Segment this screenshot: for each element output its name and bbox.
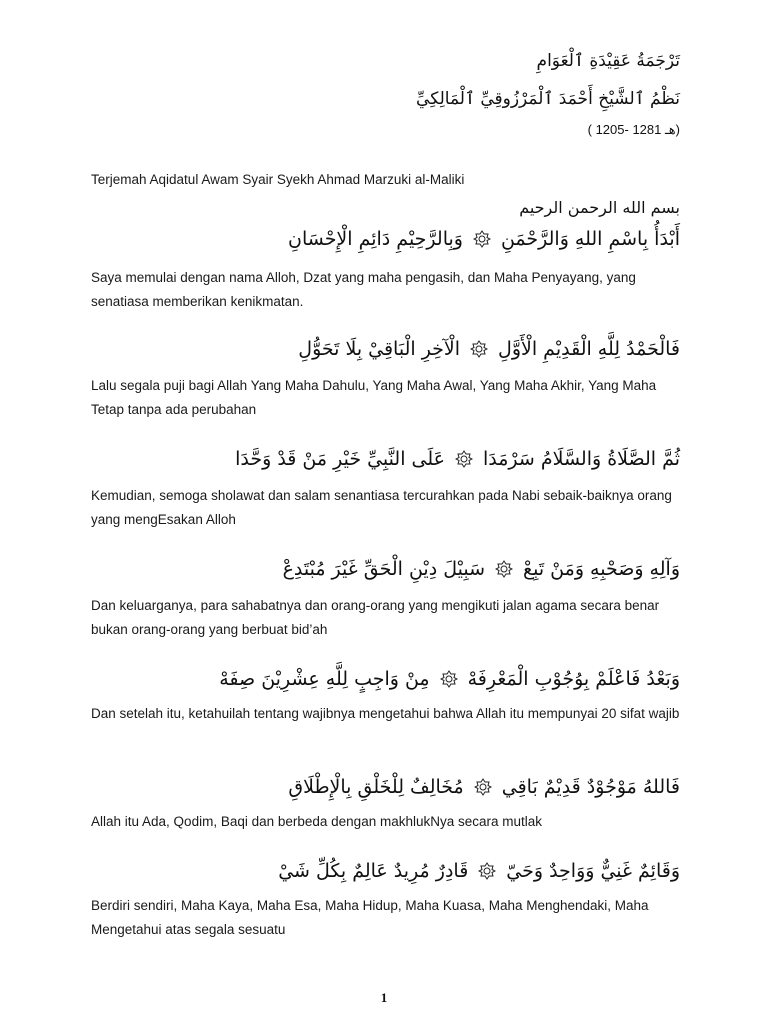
verse-right-hemistich: فَالْحَمْدُ لِلَّهِ الْقَدِيْمِ الْأَوَّلِ [498, 338, 680, 360]
verse-translation: Lalu segala puji bagi Allah Yang Maha Dahulu, Yang Maha Awal, Yang Maha Akhir, Yang Maha Tetap tanpa ada perubahan [91, 378, 657, 417]
years-range: ( 1205- 1281 هـ) [587, 122, 680, 137]
verse-line [283, 558, 680, 580]
verse-left-hemistich: قَادِرٌ مُرِيدٌ عَالِمٌ بِكُلِّ شَيْ [278, 860, 469, 882]
verse-line [235, 448, 680, 470]
verse-translation: Berdiri sendiri, Maha Kaya, Maha Esa, Maha Hidup, Maha Kuasa, Maha Menghendaki, Maha Mengetahui atas segala sesuatu [91, 898, 649, 937]
verse-right-hemistich: وَآلِهِ وَصَحْبِهِ وَمَنْ تَبِعْ [523, 558, 680, 580]
verse-right-hemistich: ثُمَّ الصَّلَاةُ وَالسَّلَامُ سَرْمَدَا [482, 448, 680, 470]
author-arabic: نَظْمُ ٱلشَّيْخِ أَحْمَدَ ٱلْمَرْزُوقِيِّ ٱلْمَالِكِيِّ [416, 89, 680, 109]
verse-left-hemistich: مِنْ وَاجِبٍ لِلَّهِ عِشْرِيْنَ صِفَهْ [219, 668, 430, 690]
verse-line [219, 668, 680, 690]
verse-marker-icon [440, 670, 458, 688]
verse-line [298, 338, 680, 360]
title-arabic: تَرْجَمَةُ عَقِيْدَةِ ٱلْعَوَامِ [536, 51, 680, 71]
verse-left-hemistich: الْآخِرِ الْبَاقِيْ بِلَا تَحَوُّلِ [298, 338, 461, 360]
verse-translation: Dan setelah itu, ketahuilah tentang wajibnya mengetahui bahwa Allah itu mempunyai 20 sifat wajib [91, 706, 680, 721]
verse-right-hemistich: أَبْدَأُ بِاسْمِ اللهِ وَالرَّحْمَنِ [500, 228, 680, 250]
bismillah: بسم الله الرحمن الرحيم [519, 198, 680, 217]
verse-marker-icon [473, 230, 491, 248]
verse-marker-icon [478, 862, 496, 880]
verse-right-hemistich: وَقَائِمٌ غَنِيٌّ وَوَاحِدٌ وَحَيّ [506, 860, 680, 882]
verse-line [278, 860, 680, 882]
verse-left-hemistich: وَبِالرَّحِيْمِ دَائِمِ الْإِحْسَانِ [288, 228, 463, 250]
verse-line [288, 228, 680, 250]
verse-marker-icon [495, 560, 513, 578]
verse-left-hemistich: مُخَالِفٌ لِلْخَلْقِ بِالْإِطْلَاقِ [288, 776, 464, 798]
heading-latin: Terjemah Aqidatul Awam Syair Syekh Ahmad Marzuki al-Maliki [91, 172, 465, 187]
verse-left-hemistich: سَبِيْلَ دِيْنِ الْحَقِّ غَيْرَ مُبْتَدِعْ [282, 558, 485, 580]
verse-left-hemistich: عَلَى النَّبِيِّ خَيْرِ مَنْ قَدْ وَحَّدَا [235, 448, 445, 470]
verse-translation: Dan keluarganya, para sahabatnya dan orang-orang yang mengikuti jalan agama secara benar bukan orang-orang yang berbuat bid’ah [91, 598, 660, 637]
verse-line [288, 776, 680, 798]
verse-marker-icon [455, 450, 473, 468]
verse-translation: Allah itu Ada, Qodim, Baqi dan berbeda dengan makhlukNya secara mutlak [91, 814, 543, 829]
verse-marker-icon [470, 340, 488, 358]
page-number: 1 [380, 990, 388, 1005]
verse-marker-icon [474, 778, 492, 796]
verse-right-hemistich: وَبَعْدُ فَاعْلَمْ بِوُجُوْبِ الْمَعْرِفَهْ [467, 668, 680, 690]
verse-translation: Saya memulai dengan nama Alloh, Dzat yang maha pengasih, dan Maha Penyayang, yang senatiasa memberikan kenikmatan. [91, 270, 636, 309]
verse-translation: Kemudian, semoga sholawat dan salam senantiasa tercurahkan pada Nabi sebaik-baiknya orang yang mengEsakan Alloh [91, 488, 672, 527]
verse-right-hemistich: فَاللهُ مَوْجُوْدٌ قَدِيْمٌ بَاقِي [501, 776, 680, 798]
